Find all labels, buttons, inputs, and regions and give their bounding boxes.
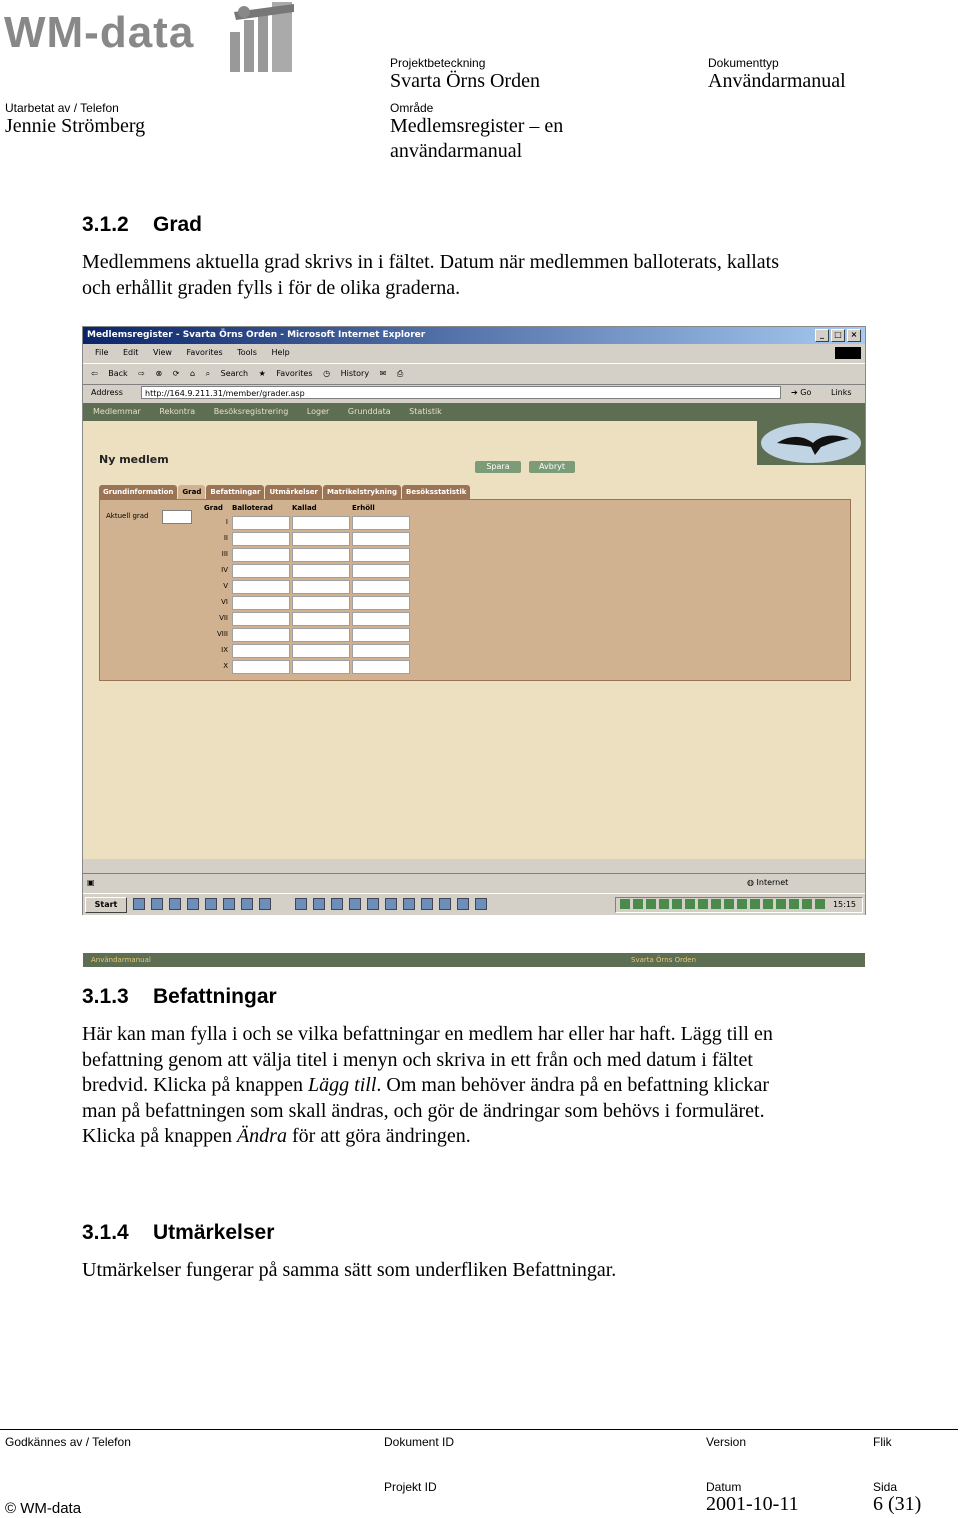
- grade-kallad-input[interactable]: [292, 580, 350, 594]
- section-body-befattningar: [82, 1022, 862, 1150]
- version-label: Version: [706, 1435, 747, 1449]
- taskbar-app-icon[interactable]: [403, 898, 415, 910]
- links-label[interactable]: Links: [831, 388, 852, 397]
- omrade-value-line2: användarmanual: [390, 140, 523, 162]
- projekt-id-label: Projekt ID: [384, 1480, 437, 1494]
- taskbar-app-icon[interactable]: [367, 898, 379, 910]
- minimize-icon[interactable]: _: [815, 329, 829, 342]
- nav-loger[interactable]: Loger: [306, 407, 330, 416]
- grade-erholl-input[interactable]: [352, 516, 410, 530]
- member-tabs: [99, 485, 471, 499]
- aktuell-grad-label: Aktuell grad: [106, 512, 149, 520]
- app-navigation: [83, 403, 865, 421]
- eagle-logo: [757, 421, 865, 465]
- datum-label: Datum: [706, 1480, 742, 1494]
- lagg-till-reference: Lägg till: [308, 1074, 377, 1096]
- app-footer-right: Svarta Örns Orden: [631, 956, 697, 964]
- back-label: Back: [108, 369, 128, 378]
- grade-row-label: III: [221, 550, 228, 558]
- taskbar-app-icon[interactable]: [331, 898, 343, 910]
- grade-balloterad-input[interactable]: [232, 628, 290, 642]
- grade-balloterad-input[interactable]: [232, 532, 290, 546]
- section-number: 3.1.2: [82, 213, 129, 236]
- taskbar-app-icon[interactable]: [475, 898, 487, 910]
- tab-besoksstatistik[interactable]: Besöksstatistik: [402, 485, 470, 499]
- projektbeteckning-value: Svarta Örns Orden: [390, 70, 540, 92]
- taskbar-app-icon[interactable]: [205, 898, 217, 910]
- body-line: Utmärkelser fungerar på samma sätt som underfliken Befattningar.: [82, 1259, 617, 1281]
- grade-balloterad-input[interactable]: [232, 516, 290, 530]
- column-header-balloterad: Balloterad: [232, 504, 273, 512]
- grade-balloterad-input[interactable]: [232, 644, 290, 658]
- windows-taskbar: [83, 893, 865, 915]
- stop-icon[interactable]: ⊗: [155, 369, 163, 378]
- browser-toolbar: [83, 363, 865, 385]
- column-header-erholl: Erhöll: [352, 504, 375, 512]
- forward-icon[interactable]: ⇨: [138, 369, 145, 378]
- window-controls: [815, 329, 861, 342]
- tray-icon[interactable]: [737, 899, 747, 909]
- favorites-label: Favorites: [276, 369, 313, 378]
- grade-erholl-input[interactable]: [352, 644, 410, 658]
- grade-balloterad-input[interactable]: [232, 660, 290, 674]
- grade-row-label: IX: [221, 646, 228, 654]
- copyright: © WM-data: [5, 1500, 82, 1517]
- zone-label: Internet: [756, 878, 789, 887]
- grade-balloterad-input[interactable]: [232, 548, 290, 562]
- address-label: Address: [91, 388, 123, 397]
- search-button[interactable]: ⌕ Search: [205, 369, 249, 378]
- grade-row-label: VII: [219, 614, 228, 622]
- tray-icon[interactable]: [750, 899, 760, 909]
- grade-balloterad-input[interactable]: [232, 612, 290, 626]
- nav-statistik[interactable]: Statistik: [409, 407, 442, 416]
- section-body-grad: [82, 250, 862, 301]
- body-line: befattning genom att välja titel i menyn och skriva in ett från och med datum i fältet: [82, 1048, 753, 1071]
- zone-status: ◍ Internet: [747, 878, 789, 887]
- tab-grundinformation[interactable]: Grundinformation: [99, 485, 177, 499]
- app-footer: [83, 953, 865, 967]
- dokumenttyp-value: Användarmanual: [708, 70, 846, 92]
- history-label: History: [340, 369, 370, 378]
- body-line: [82, 1073, 862, 1099]
- godkannes-label: Godkännes av / Telefon: [5, 1435, 131, 1449]
- grade-kallad-input[interactable]: [292, 548, 350, 562]
- tab-utmarkelser[interactable]: Utmärkelser: [265, 485, 321, 499]
- spara-button[interactable]: Spara: [475, 461, 521, 473]
- grade-balloterad-input[interactable]: [232, 596, 290, 610]
- utarbetat-value: Jennie Strömberg: [5, 115, 146, 137]
- body-line: Här kan man fylla i och se vilka befattningar en medlem har eller har haft. Lägg till en: [82, 1023, 773, 1045]
- aktuell-grad-input[interactable]: [162, 510, 192, 524]
- go-button[interactable]: ➔ Go: [791, 388, 812, 397]
- tab-befattningar[interactable]: Befattningar: [206, 485, 264, 499]
- omrade-label: Område: [390, 101, 434, 115]
- tray-icon[interactable]: [620, 899, 630, 909]
- taskbar-clock: 15:15: [832, 900, 856, 909]
- tray-icon[interactable]: [763, 899, 773, 909]
- grade-erholl-input[interactable]: [352, 612, 410, 626]
- taskbar-app-icon[interactable]: [421, 898, 433, 910]
- body-line: [82, 1124, 862, 1150]
- dokumenttyp-label: Dokumenttyp: [708, 56, 779, 70]
- grade-kallad-input[interactable]: [292, 564, 350, 578]
- datum-value: 2001-10-11: [706, 1493, 799, 1515]
- grade-kallad-input[interactable]: [292, 532, 350, 546]
- body-text: för att göra ändringen.: [286, 1125, 471, 1147]
- sida-value: 6 (31): [873, 1493, 922, 1515]
- avbryt-button[interactable]: Avbryt: [529, 461, 575, 473]
- app-footer-left: Användarmanual: [91, 956, 151, 964]
- section-heading-befattningar: [82, 985, 277, 1009]
- dokument-id-label: Dokument ID: [384, 1435, 455, 1449]
- menu-view[interactable]: View: [152, 348, 172, 357]
- section-heading-grad: [82, 213, 202, 237]
- body-text: . Om man behöver ändra på en befattning klickar: [376, 1074, 770, 1096]
- taskbar-app-icon[interactable]: [439, 898, 451, 910]
- browser-menubar: [83, 345, 865, 361]
- nav-besoksregistrering[interactable]: Besöksregistrering: [213, 407, 289, 416]
- quick-launch: [133, 898, 487, 910]
- taskbar-app-icon[interactable]: [241, 898, 253, 910]
- home-icon[interactable]: ⌂: [189, 369, 196, 378]
- menu-edit[interactable]: Edit: [122, 348, 139, 357]
- taskbar-app-icon[interactable]: [187, 898, 199, 910]
- nav-medlemmar[interactable]: Medlemmar: [93, 407, 141, 416]
- menu-favorites[interactable]: Favorites: [186, 348, 223, 357]
- mail-icon[interactable]: ✉: [379, 369, 387, 378]
- grade-row-label: VI: [221, 598, 228, 606]
- logo-text: WM-data: [4, 8, 195, 57]
- grade-kallad-input[interactable]: [292, 644, 350, 658]
- search-label: Search: [220, 369, 249, 378]
- refresh-icon[interactable]: ⟳: [172, 369, 180, 378]
- taskbar-app-icon[interactable]: [313, 898, 325, 910]
- go-label: Go: [800, 388, 812, 397]
- tray-icon[interactable]: [672, 899, 682, 909]
- tab-grad[interactable]: Grad: [178, 485, 205, 499]
- body-line: man på befattningen som skall ändras, och gör de ändringar som behövs i formuläret.: [82, 1099, 765, 1122]
- section-title: Grad: [153, 213, 203, 236]
- tray-icon[interactable]: [646, 899, 656, 909]
- grade-kallad-input[interactable]: [292, 628, 350, 642]
- grade-row-label: II: [223, 534, 228, 542]
- windows-logo-icon: [835, 347, 861, 359]
- address-bar: [83, 383, 865, 403]
- tray-icon[interactable]: [815, 899, 825, 909]
- tray-icons: [620, 899, 825, 909]
- tray-icon[interactable]: [659, 899, 669, 909]
- tray-icon[interactable]: [776, 899, 786, 909]
- print-icon[interactable]: ⎙: [396, 369, 404, 378]
- browser-statusbar: [83, 873, 865, 892]
- grade-kallad-input[interactable]: [292, 596, 350, 610]
- omrade-value-line1: Medlemsregister – en: [390, 115, 564, 137]
- section-body-utmarkelser: [82, 1258, 862, 1284]
- tray-icon[interactable]: [802, 899, 812, 909]
- tray-icon[interactable]: [789, 899, 799, 909]
- grad-panel: [99, 499, 851, 681]
- tray-icon[interactable]: [724, 899, 734, 909]
- menu-tools[interactable]: Tools: [237, 348, 257, 357]
- section-number: 3.1.4: [82, 1221, 129, 1244]
- grade-erholl-input[interactable]: [352, 564, 410, 578]
- projektbeteckning-label: Projektbeteckning: [390, 56, 486, 70]
- eagle-icon: [775, 431, 851, 457]
- utarbetat-label: Utarbetat av / Telefon: [5, 101, 119, 115]
- taskbar-app-icon[interactable]: [457, 898, 469, 910]
- menu-help[interactable]: Help: [271, 348, 290, 357]
- taskbar-app-icon[interactable]: [259, 898, 271, 910]
- grade-row-label: IV: [221, 566, 228, 574]
- history-button[interactable]: ◷ History: [323, 369, 370, 378]
- body-text: bredvid. Klicka på knappen: [82, 1074, 309, 1096]
- tray-icon[interactable]: [711, 899, 721, 909]
- grade-row-label: VIII: [217, 630, 228, 638]
- window-titlebar: [83, 327, 865, 344]
- body-text: Klicka på knappen: [82, 1125, 237, 1147]
- grade-balloterad-input[interactable]: [232, 580, 290, 594]
- application-screenshot: [82, 326, 866, 964]
- taskbar-app-icon[interactable]: [385, 898, 397, 910]
- system-tray: [615, 897, 863, 913]
- menu-file[interactable]: File: [95, 348, 109, 357]
- company-logo: [4, 0, 296, 84]
- tray-icon[interactable]: [685, 899, 695, 909]
- window-title: Medlemsregister - Svarta Örns Orden - Microsoft Internet Explorer: [87, 330, 426, 340]
- grade-row-label: X: [223, 662, 228, 670]
- grade-balloterad-input[interactable]: [232, 564, 290, 578]
- taskbar-app-icon[interactable]: [223, 898, 235, 910]
- section-heading-utmarkelser: [82, 1221, 274, 1245]
- taskbar-app-icon[interactable]: [151, 898, 163, 910]
- favorites-button[interactable]: ★ Favorites: [258, 369, 313, 378]
- grade-erholl-input[interactable]: [352, 548, 410, 562]
- tab-matrikelstrykning[interactable]: Matrikelstrykning: [323, 485, 401, 499]
- back-button[interactable]: ⇦ Back: [91, 369, 128, 378]
- grade-erholl-input[interactable]: [352, 628, 410, 642]
- taskbar-app-icon[interactable]: [295, 898, 307, 910]
- grade-erholl-input[interactable]: [352, 660, 410, 674]
- start-button[interactable]: Start: [85, 897, 127, 913]
- page-title: Ny medlem: [99, 453, 169, 466]
- grade-erholl-input[interactable]: [352, 580, 410, 594]
- address-input[interactable]: http://164.9.211.31/member/grader.asp: [141, 386, 781, 399]
- grade-row-label: V: [223, 582, 228, 590]
- grade-kallad-input[interactable]: [292, 612, 350, 626]
- column-header-kallad: Kallad: [292, 504, 317, 512]
- column-header-grad: Grad: [204, 504, 223, 512]
- taskbar-app-icon[interactable]: [169, 898, 181, 910]
- footer-divider: [0, 1429, 958, 1430]
- grade-kallad-input[interactable]: [292, 516, 350, 530]
- maximize-icon[interactable]: □: [831, 329, 845, 342]
- tray-icon[interactable]: [698, 899, 708, 909]
- nav-grunddata[interactable]: Grunddata: [347, 407, 391, 416]
- grade-erholl-input[interactable]: [352, 532, 410, 546]
- taskbar-app-icon[interactable]: [349, 898, 361, 910]
- sida-label: Sida: [873, 1480, 898, 1494]
- section-number: 3.1.3: [82, 985, 129, 1008]
- tray-icon[interactable]: [633, 899, 643, 909]
- body-line: och erhållit graden fylls i för de olika graderna.: [82, 276, 461, 299]
- flik-label: Flik: [873, 1435, 892, 1449]
- close-icon[interactable]: ×: [847, 329, 861, 342]
- taskbar-app-icon[interactable]: [133, 898, 145, 910]
- page-icon: ▣: [87, 878, 95, 887]
- section-title: Befattningar: [153, 985, 277, 1008]
- grade-kallad-input[interactable]: [292, 660, 350, 674]
- grade-row-label: I: [225, 518, 228, 526]
- grade-erholl-input[interactable]: [352, 596, 410, 610]
- andra-reference: Ändra: [236, 1125, 287, 1147]
- nav-rekontra[interactable]: Rekontra: [159, 407, 196, 416]
- body-line: Medlemmens aktuella grad skrivs in i fältet. Datum när medlemmen balloterats, kallats: [82, 251, 780, 273]
- section-title: Utmärkelser: [153, 1221, 275, 1244]
